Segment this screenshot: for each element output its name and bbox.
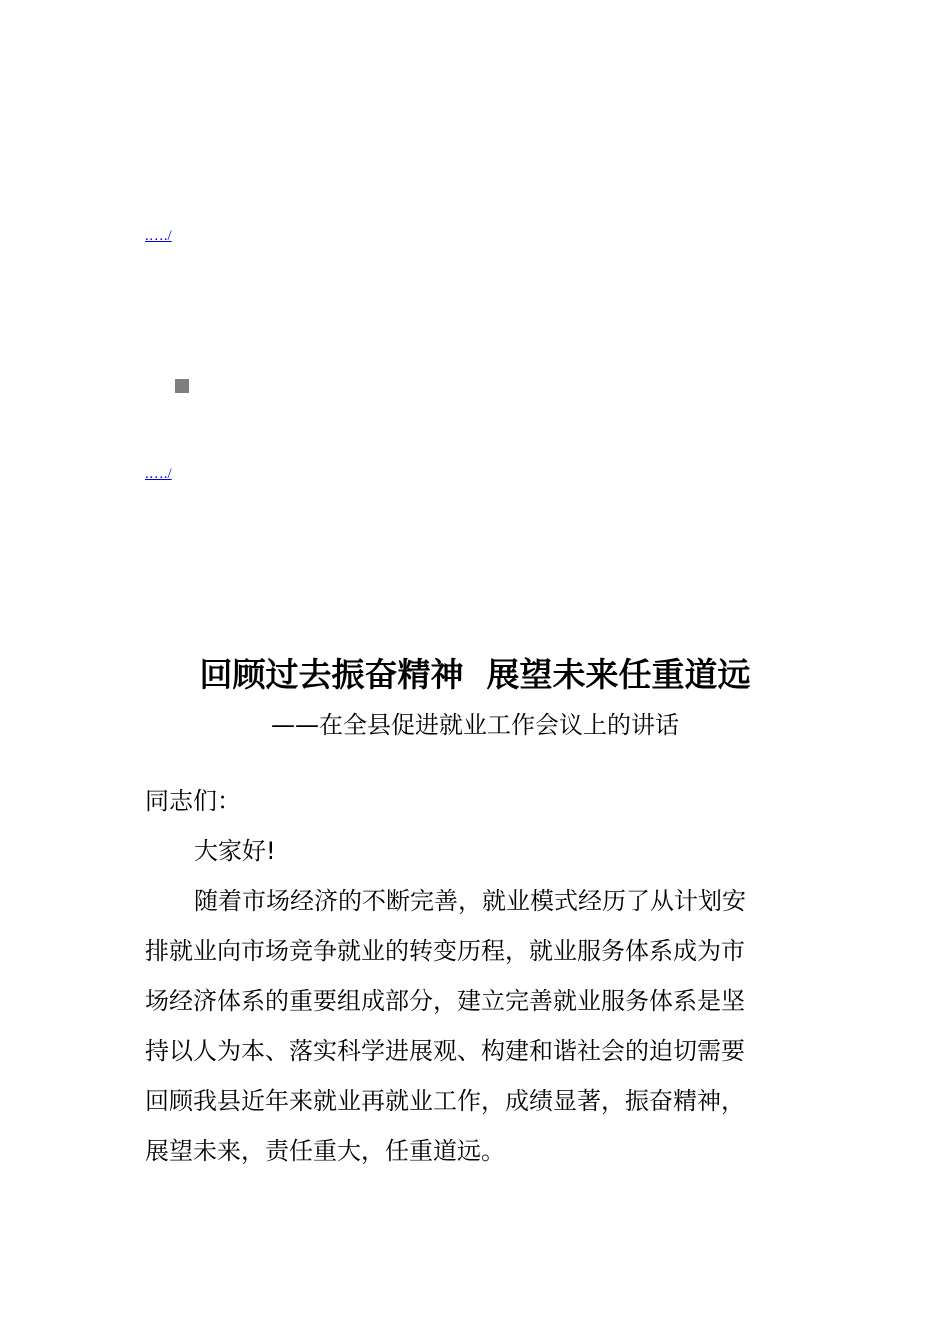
paragraph-line: 随着市场经济的不断完善，就业模式经历了从计划安	[194, 887, 746, 915]
gray-square-icon	[175, 379, 189, 393]
document-subtitle: ——在全县促进就业工作会议上的讲话	[271, 711, 679, 739]
salutation: 同志们：	[145, 787, 241, 815]
paragraph-line: 场经济体系的重要组成部分，建立完善就业服务体系是坚	[145, 987, 745, 1015]
page-link-top[interactable]: .…./	[145, 228, 172, 244]
paragraph-line: 排就业向市场竞争就业的转变历程，就业服务体系成为市	[145, 937, 745, 965]
document-title: 回顾过去振奋精神 展望未来任重道远	[199, 655, 751, 694]
paragraph-line: 回顾我县近年来就业再就业工作，成绩显著，振奋精神，	[145, 1087, 745, 1115]
greeting: 大家好!	[194, 837, 276, 865]
page-link-bottom[interactable]: .…./	[145, 466, 172, 482]
document-body	[145, 781, 810, 1181]
paragraph-line: 持以人为本、落实科学进展观、构建和谐社会的迫切需要	[145, 1037, 745, 1065]
paragraph-line: 展望未来，责任重大，任重道远。	[145, 1137, 505, 1165]
